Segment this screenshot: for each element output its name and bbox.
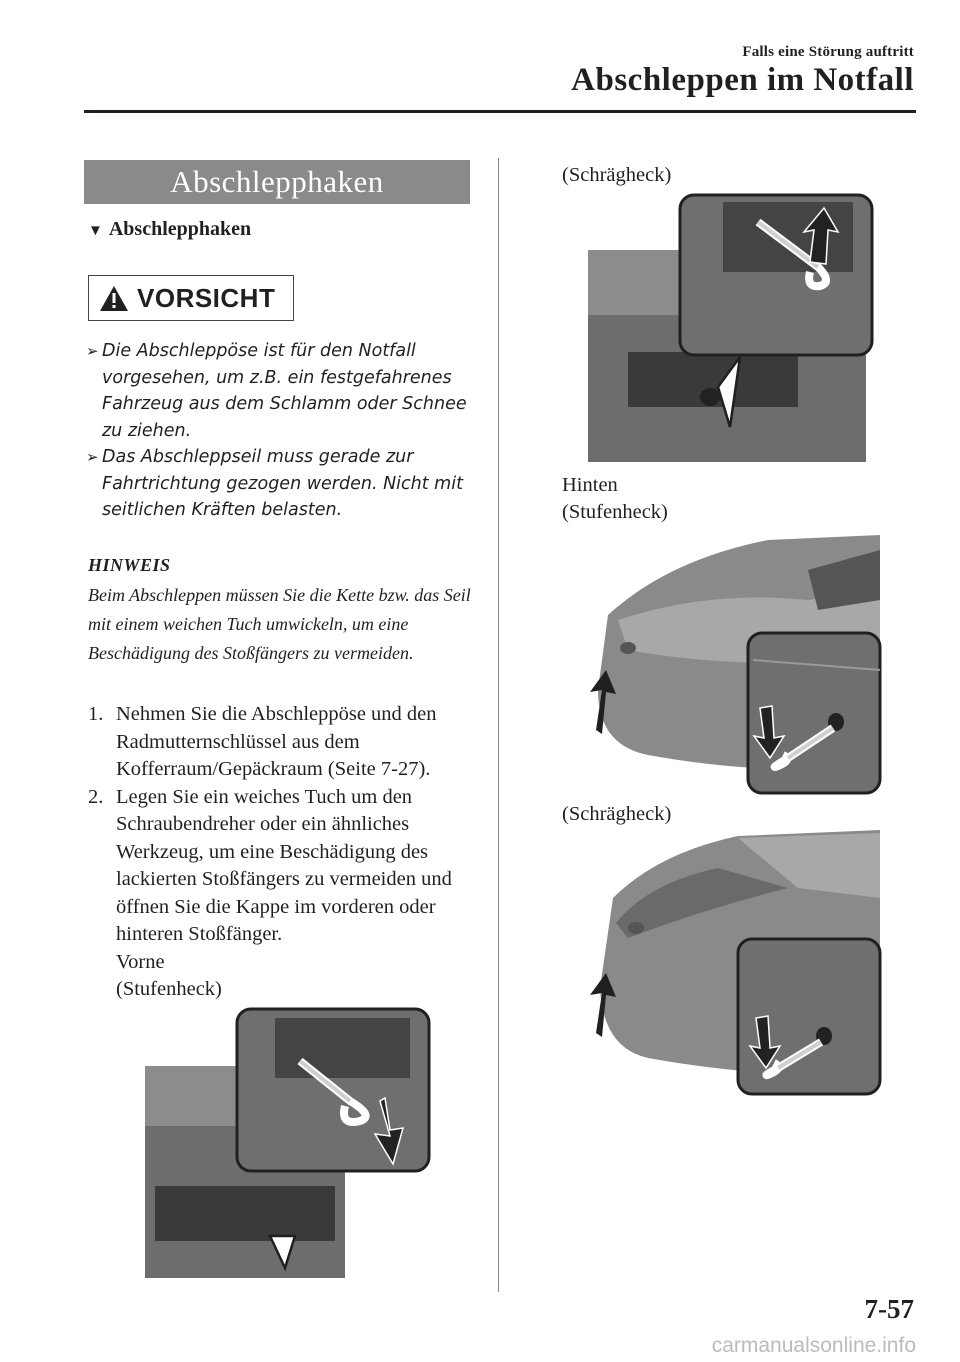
step-text: Nehmen Sie die Abschleppöse und den Radmutternschlüssel aus dem Kofferraum/Gepäckraum (Seite 7-27). [116, 703, 437, 780]
page-number: 7-57 [864, 1294, 914, 1324]
subheading-text: Abschlepphaken [108, 218, 252, 240]
step-item [88, 701, 488, 784]
illustration-front-hatchback [588, 192, 878, 462]
note-heading: HINWEIS [88, 555, 171, 575]
arrow-bullet-icon: ➢ [86, 342, 99, 360]
caution-item-text: Das Abschleppseil muss gerade zur Fahrtrichtung gezogen werden. Nicht mit seitlichen Kräften belasten. [102, 447, 463, 520]
watermark: carmanualsonline.info [711, 1334, 916, 1357]
step-item [88, 784, 488, 1004]
caution-item [88, 444, 478, 524]
illustration-rear-hatchback [588, 828, 883, 1098]
page-title: Abschleppen im Notfall [571, 62, 914, 98]
section-title: Abschlepphaken [84, 160, 470, 204]
arrow-bullet-icon: ➢ [86, 448, 99, 466]
header-divider [84, 110, 916, 113]
step-list [88, 701, 488, 1004]
label-hatch-front: (Schrägheck) [562, 164, 672, 186]
illustration-front-sedan [145, 1006, 435, 1278]
subheading [88, 218, 251, 241]
label-hatch-rear: (Schrägheck) [562, 803, 672, 825]
step-number: 2. [88, 785, 104, 808]
caution-box [88, 275, 294, 321]
caution-label: VORSICHT [137, 282, 276, 313]
label-front: Vorne [116, 950, 165, 973]
warning-triangle-icon [99, 285, 129, 312]
triangle-marker-icon: ▼ [88, 223, 103, 239]
illustration-rear-sedan [588, 530, 883, 800]
caution-item [88, 338, 478, 444]
caution-item-text: Die Abschleppöse ist für den Notfall vorgesehen, um z.B. ein festgefahrenes Fahrzeug aus dem Schlamm oder Schnee zu ziehen. [102, 341, 467, 441]
column-divider [498, 158, 499, 1292]
caution-list [88, 338, 478, 524]
label-sedan-rear: (Stufenheck) [562, 501, 668, 523]
step-text: Legen Sie ein weiches Tuch um den Schraubendreher oder ein ähnliches Werkzeug, um eine Beschädigung des lackierten Stoßfängers zu vermeiden und öffnen Sie die Kappe im vorderen oder hinteren Stoßfänger. [116, 785, 452, 945]
label-rear: Hinten [562, 474, 618, 496]
label-sedan-front: (Stufenheck) [116, 978, 222, 1000]
step-number: 1. [88, 703, 104, 725]
chapter-title: Falls eine Störung auftritt [742, 44, 914, 60]
note-text: Beim Abschleppen müssen Sie die Kette bzw. das Seil mit einem weichen Tuch umwickeln, um eine Beschädigung des Stoßfängers zu vermeiden. [88, 585, 471, 663]
